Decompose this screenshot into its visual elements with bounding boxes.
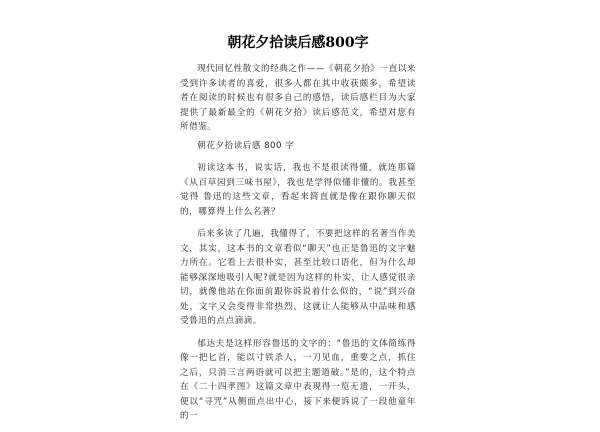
- section-subheading: 朝花夕拾读后感 800 字: [197, 140, 295, 151]
- body-paragraph: 初读这本书，说实话，我也不是很读得懂，就连那篇《从百草园到三味书屋》，我也是学得似懂非懂的。我甚至觉得 鲁迅的这些文章，看起来简直就是像在跟你聊天似的，哪算得上什么名著？: [180, 163, 416, 217]
- document-title: 朝花夕拾读后感800字: [227, 35, 369, 51]
- intro-paragraph: 现代回忆性散文的经典之作——《朝花夕拾》一直以来受到许多读者的喜爱，很多人都在其中收获颇多，希望读者在阅读的时候也有很多自己的感悟，读后感栏目为大家提供了最新最全的《朝花夕拾》读后感范文，希望对您有所借鉴。: [180, 64, 416, 132]
- body-paragraph: 郁达夫是这样形容鲁迅的文字的：“鲁迅的文体简练得像一把匕首，能以寸铁杀人，一刀见血，重要之点，抓住之后，只消三言两语就可以把主题道破。”是的，这个特点在《二十四孝图》这篇文章中表现得一览无遗，一开头，便以“寻咒”从侧面点出中心，接下来便诉说了一段他童年的一: [180, 338, 416, 421]
- body-paragraph: 后来多读了几遍，我懂得了，不要把这样的名著当作美文，其实，这本书的文章看似“聊天”也正是鲁迅的文字魅力所在。它看上去很朴实，甚至比较口语化，但为什么却能够深深地吸引人呢?就是因为这样的朴实，让人感觉很亲切，就像他站在你面前跟你诉说着什么似的，“说”到兴奋处，文字又会变得非常热烈，这就让人能够从中品味和感受鲁迅的点点滴滴。: [180, 229, 416, 326]
- document-body: [180, 34, 416, 432]
